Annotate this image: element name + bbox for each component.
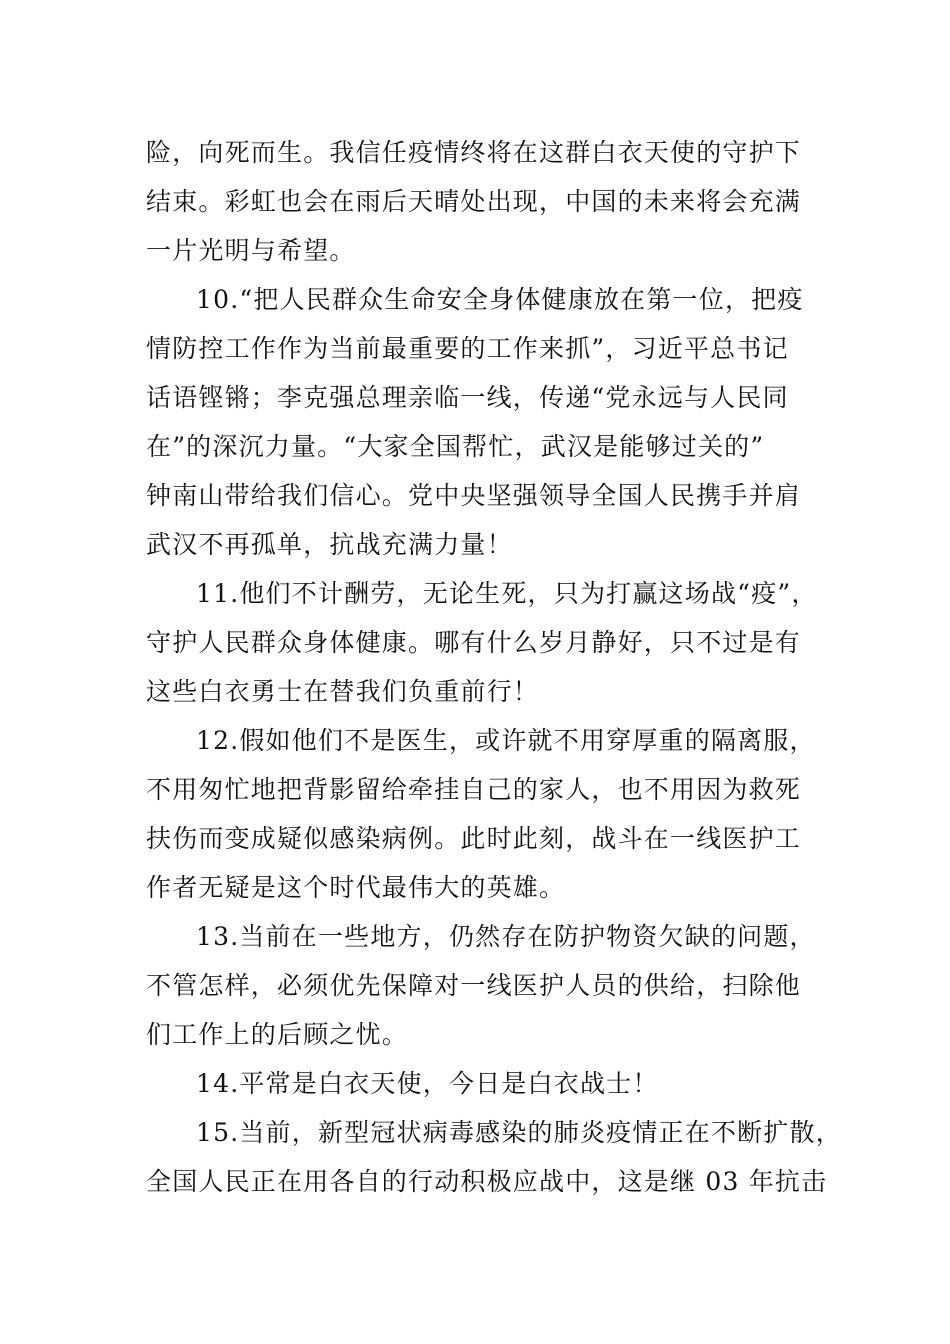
text-line: 不管怎样，必须优先保障对一线医护人员的供给，扫除他	[146, 971, 802, 1000]
text-line: 不用匆忙地把背影留给牵挂自己的家人，也不用因为救死	[146, 775, 802, 804]
text-line: 们工作上的后顾之忧。	[146, 1020, 409, 1049]
text-line: 武汉不再孤单，抗战充满力量！	[146, 530, 513, 559]
paragraph-start-15: 15.当前，新型冠状病毒感染的肺炎疫情正在不断扩散，	[196, 1118, 842, 1147]
document-body	[146, 128, 842, 1206]
text-line: 这些白衣勇士在替我们负重前行！	[146, 677, 540, 706]
text-line: 话语铿锵；李克强总理亲临一线，传递“党永远与人民同	[146, 383, 789, 412]
text-line: 全国人民正在用各自的行动积极应战中，这是继 03 年抗击	[146, 1167, 828, 1196]
paragraph-start-10: 10.“把人民群众生命安全身体健康放在第一位，把疫	[196, 285, 804, 314]
text-line: 扶伤而变成疑似感染病例。此时此刻，战斗在一线医护工	[146, 824, 802, 853]
text-line: 险，向死而生。我信任疫情终将在这群白衣天使的守护下	[146, 138, 802, 167]
paragraph-start-11: 11.他们不计酬劳，无论生死，只为打赢这场战“疫”，	[196, 579, 818, 608]
paragraph-start-12: 12.假如他们不是医生，或许就不用穿厚重的隔离服，	[196, 726, 816, 755]
text-line: 守护人民群众身体健康。哪有什么岁月静好，只不过是有	[146, 628, 802, 657]
paragraph-start-13: 13.当前在一些地方，仍然存在防护物资欠缺的问题，	[196, 922, 816, 951]
text-line: 结束。彩虹也会在雨后天晴处出现，中国的未来将会充满	[146, 187, 802, 216]
text-line: 钟南山带给我们信心。党中央坚强领导全国人民携手并肩	[146, 481, 802, 510]
text-line: 作者无疑是这个时代最伟大的英雄。	[146, 873, 566, 902]
text-line: 在”的深沉力量。“大家全国帮忙，武汉是能够过关的”	[146, 432, 765, 461]
text-line: 情防控工作作为当前最重要的工作来抓”，习近平总书记	[146, 334, 789, 363]
paragraph-start-14: 14.平常是白衣天使，今日是白衣战士！	[196, 1069, 659, 1098]
text-line: 一片光明与希望。	[146, 236, 356, 265]
